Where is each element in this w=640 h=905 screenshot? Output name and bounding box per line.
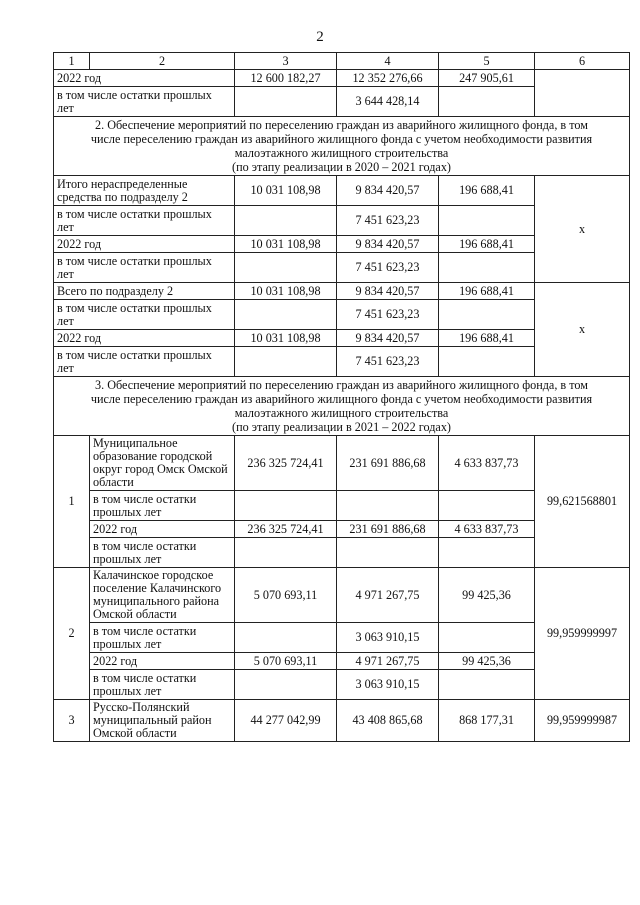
cell-value: 9 834 420,57 bbox=[337, 283, 439, 300]
cell-empty bbox=[235, 623, 337, 653]
cell-empty bbox=[337, 538, 439, 568]
cell-empty bbox=[235, 670, 337, 700]
header-cell: 2 bbox=[90, 53, 235, 70]
row-label: в том числе остатки прошлых лет bbox=[90, 491, 235, 521]
cell-value: 247 905,61 bbox=[439, 70, 535, 87]
section-3-heading bbox=[54, 377, 630, 436]
row-label: в том числе остатки прошлых лет bbox=[90, 623, 235, 653]
row-label: Всего по подразделу 2 bbox=[54, 283, 235, 300]
cell-empty bbox=[439, 253, 535, 283]
cell-empty bbox=[439, 206, 535, 236]
table-row bbox=[54, 70, 630, 87]
table-row bbox=[54, 436, 630, 491]
cell-value: 99 425,36 bbox=[439, 653, 535, 670]
header-cell: 5 bbox=[439, 53, 535, 70]
cell-value: 196 688,41 bbox=[439, 330, 535, 347]
cell-value: 99 425,36 bbox=[439, 568, 535, 623]
cell-empty bbox=[337, 491, 439, 521]
row-label: в том числе остатки прошлых лет bbox=[90, 670, 235, 700]
cell-empty bbox=[535, 70, 630, 117]
row-label: 2022 год bbox=[54, 236, 235, 253]
cell-value: х bbox=[535, 176, 630, 283]
municipality-name: Муниципальное образование городской округ город Омск Омской области bbox=[90, 436, 235, 491]
cell-value: 10 031 108,98 bbox=[235, 330, 337, 347]
section-3-line: малоэтажного жилищного строительства bbox=[234, 406, 449, 420]
section-2-heading bbox=[54, 117, 630, 176]
cell-value: 12 352 276,66 bbox=[337, 70, 439, 87]
cell-value: 99,621568801 bbox=[535, 436, 630, 568]
header-cell: 6 bbox=[535, 53, 630, 70]
cell-value: х bbox=[535, 283, 630, 377]
table-row bbox=[54, 176, 630, 206]
cell-value: 196 688,41 bbox=[439, 283, 535, 300]
cell-empty bbox=[439, 538, 535, 568]
page-number: 2 bbox=[316, 29, 324, 45]
table-row bbox=[54, 283, 630, 300]
row-number: 2 bbox=[54, 568, 90, 700]
cell-value: 10 031 108,98 bbox=[235, 283, 337, 300]
row-label: в том числе остатки прошлых лет bbox=[54, 347, 235, 377]
budget-table bbox=[53, 52, 630, 742]
cell-value: 7 451 623,23 bbox=[337, 253, 439, 283]
row-label: в том числе остатки прошлых лет bbox=[90, 538, 235, 568]
cell-value: 4 971 267,75 bbox=[337, 653, 439, 670]
cell-value: 10 031 108,98 bbox=[235, 236, 337, 253]
row-label: 2022 год bbox=[54, 330, 235, 347]
row-label: Итого нераспределенные средства по подразделу 2 bbox=[54, 176, 235, 206]
cell-value: 7 451 623,23 bbox=[337, 300, 439, 330]
section-3-line: 3. Обеспечение мероприятий по переселению граждан из аварийного жилищного фонда, в том bbox=[95, 378, 588, 392]
header-cell: 4 bbox=[337, 53, 439, 70]
cell-value: 4 971 267,75 bbox=[337, 568, 439, 623]
cell-empty bbox=[439, 347, 535, 377]
section-2-period: (по этапу реализации в 2020 – 2021 годах) bbox=[232, 160, 451, 174]
cell-empty bbox=[439, 670, 535, 700]
row-label: в том числе остатки прошлых лет bbox=[54, 300, 235, 330]
cell-value: 196 688,41 bbox=[439, 236, 535, 253]
cell-value: 231 691 886,68 bbox=[337, 436, 439, 491]
cell-empty bbox=[235, 87, 337, 117]
section-2-line: числе переселению граждан из аварийного жилищного фонда с учетом необходимости развития bbox=[90, 132, 593, 146]
cell-value: 868 177,31 bbox=[439, 700, 535, 742]
cell-empty bbox=[439, 87, 535, 117]
cell-value: 196 688,41 bbox=[439, 176, 535, 206]
cell-value: 5 070 693,11 bbox=[235, 568, 337, 623]
cell-value: 9 834 420,57 bbox=[337, 330, 439, 347]
section-heading-row bbox=[54, 117, 630, 176]
header-cell: 1 bbox=[54, 53, 90, 70]
cell-value: 99,959999997 bbox=[535, 568, 630, 700]
cell-value: 9 834 420,57 bbox=[337, 176, 439, 206]
cell-value: 99,959999987 bbox=[535, 700, 630, 742]
cell-value: 3 063 910,15 bbox=[337, 670, 439, 700]
row-label: в том числе остатки прошлых лет bbox=[54, 206, 235, 236]
row-number: 1 bbox=[54, 436, 90, 568]
cell-empty bbox=[235, 538, 337, 568]
cell-value: 5 070 693,11 bbox=[235, 653, 337, 670]
municipality-name: Русско-Полянский муниципальный район Омской области bbox=[90, 700, 235, 742]
cell-value: 44 277 042,99 bbox=[235, 700, 337, 742]
cell-value: 9 834 420,57 bbox=[337, 236, 439, 253]
cell-empty bbox=[439, 623, 535, 653]
cell-empty bbox=[235, 491, 337, 521]
section-heading-row bbox=[54, 377, 630, 436]
row-label: в том числе остатки прошлых лет bbox=[54, 253, 235, 283]
cell-value: 236 325 724,41 bbox=[235, 521, 337, 538]
cell-value: 43 408 865,68 bbox=[337, 700, 439, 742]
table-row bbox=[54, 700, 630, 742]
cell-value: 7 451 623,23 bbox=[337, 206, 439, 236]
cell-value: 236 325 724,41 bbox=[235, 436, 337, 491]
cell-empty bbox=[235, 253, 337, 283]
cell-value: 7 451 623,23 bbox=[337, 347, 439, 377]
row-label: в том числе остатки прошлых лет bbox=[54, 87, 235, 117]
cell-value: 3 644 428,14 bbox=[337, 87, 439, 117]
header-cell: 3 bbox=[235, 53, 337, 70]
row-label: 2022 год bbox=[90, 653, 235, 670]
cell-value: 3 063 910,15 bbox=[337, 623, 439, 653]
section-3-period: (по этапу реализации в 2021 – 2022 годах) bbox=[232, 420, 451, 434]
cell-value: 12 600 182,27 bbox=[235, 70, 337, 87]
section-2-line: малоэтажного жилищного строительства bbox=[234, 146, 449, 160]
table-row bbox=[54, 568, 630, 623]
section-2-line: 2. Обеспечение мероприятий по переселению граждан из аварийного жилищного фонда, в том bbox=[95, 118, 588, 132]
cell-empty bbox=[235, 300, 337, 330]
section-3-line: числе переселению граждан из аварийного жилищного фонда с учетом необходимости развития bbox=[90, 392, 593, 406]
row-number: 3 bbox=[54, 700, 90, 742]
cell-empty bbox=[235, 347, 337, 377]
row-label: 2022 год bbox=[54, 70, 235, 87]
cell-empty bbox=[439, 491, 535, 521]
row-label: 2022 год bbox=[90, 521, 235, 538]
cell-value: 4 633 837,73 bbox=[439, 521, 535, 538]
municipality-name: Калачинское городское поселение Калачинского муниципального района Омской области bbox=[90, 568, 235, 623]
cell-value: 10 031 108,98 bbox=[235, 176, 337, 206]
table-header-row bbox=[54, 53, 630, 70]
cell-value: 231 691 886,68 bbox=[337, 521, 439, 538]
cell-value: 4 633 837,73 bbox=[439, 436, 535, 491]
cell-empty bbox=[235, 206, 337, 236]
cell-empty bbox=[439, 300, 535, 330]
